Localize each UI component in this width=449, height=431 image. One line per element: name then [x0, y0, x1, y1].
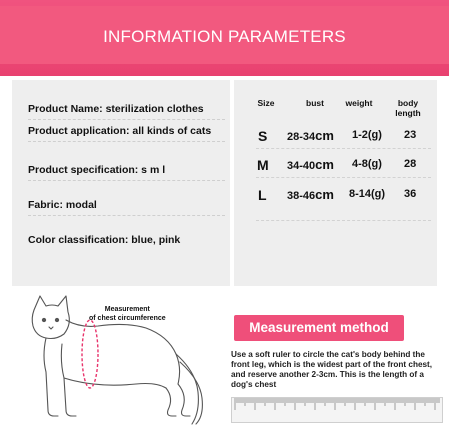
size-m-weight: 4-8(g) — [352, 158, 382, 170]
measurement-note-line2: of chest circumference — [89, 314, 166, 322]
size-l-label: L — [258, 187, 267, 203]
size-m-label: M — [257, 157, 269, 173]
measurement-note-line1: Measurement — [104, 306, 150, 313]
ruler-image — [231, 397, 443, 423]
row-divider — [256, 177, 431, 178]
size-s-bust-value: 28-34 — [287, 131, 316, 143]
header-weight: weight — [345, 98, 373, 108]
size-s-bust — [287, 127, 334, 145]
row-divider — [256, 220, 431, 221]
size-l-bust-unit: cm — [315, 187, 334, 202]
size-table-panel — [234, 80, 437, 286]
size-l-length: 36 — [404, 188, 417, 200]
size-s-bust-unit: cm — [315, 128, 334, 143]
size-l-bust — [287, 186, 334, 204]
measurement-method-banner: Measurement method — [234, 315, 404, 341]
header-body-length: body length — [395, 98, 421, 118]
size-m-bust-value: 34-40 — [287, 160, 316, 172]
measurement-description: Use a soft ruler to circle the cat's body behind the front leg, which is the widest part of the front chest, and reserve another 2-3cm. This is the length of a dog's chest — [231, 350, 433, 389]
header-size: Size — [257, 98, 275, 108]
size-s-weight: 1-2(g) — [352, 129, 382, 141]
size-m-bust-unit: cm — [315, 157, 334, 172]
row-divider — [256, 148, 431, 149]
product-colors: Color classification: blue, pink — [28, 234, 181, 246]
size-s-length: 23 — [404, 129, 417, 141]
size-l-bust-value: 38-46 — [287, 190, 316, 202]
size-m-bust — [287, 156, 334, 174]
header-banner — [0, 0, 449, 76]
product-application: Product application: all kinds of cats — [28, 125, 225, 142]
page-title: INFORMATION PARAMETERS — [103, 27, 346, 46]
chest-measurement-ring — [82, 320, 98, 388]
product-name: Product Name: sterilization clothes — [28, 103, 225, 120]
product-specification: Product specification: s m l — [28, 164, 225, 181]
size-m-length: 28 — [404, 158, 417, 170]
size-s-label: S — [258, 128, 268, 144]
product-fabric: Fabric: modal — [28, 199, 225, 216]
size-l-weight: 8-14(g) — [349, 188, 386, 200]
header-bust: bust — [306, 98, 324, 108]
measurement-note — [89, 306, 166, 323]
product-info-panel — [12, 80, 230, 286]
